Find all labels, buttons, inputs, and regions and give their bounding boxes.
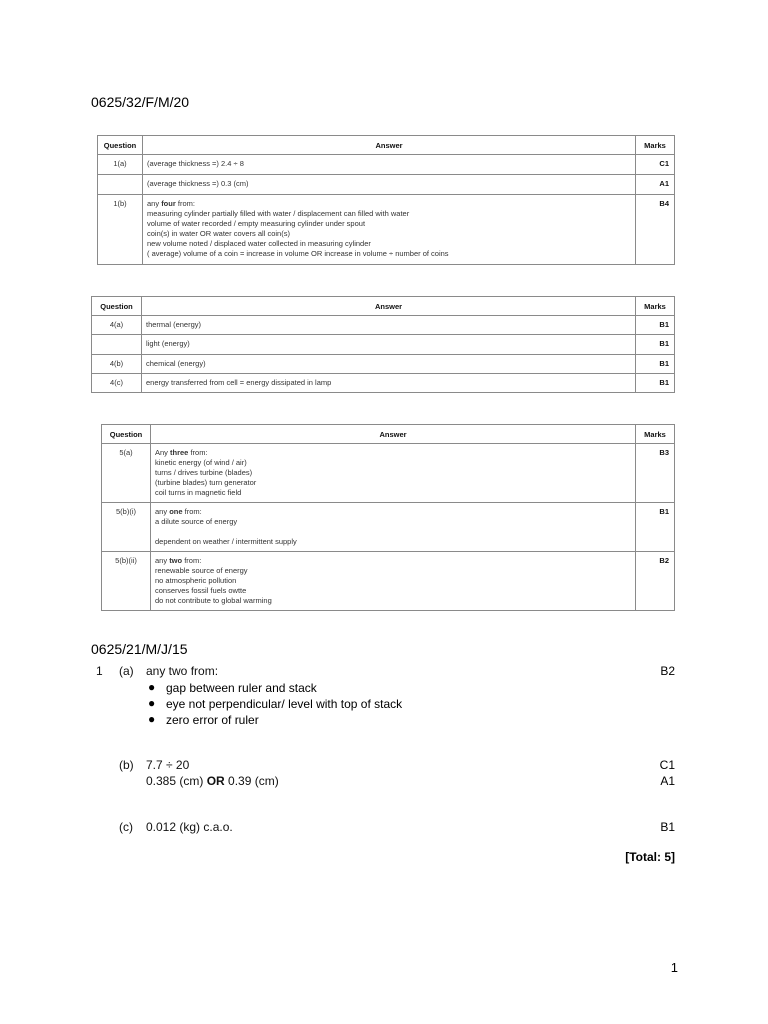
question-cell: 5(a) bbox=[102, 444, 151, 503]
part-a-mark: B2 bbox=[660, 664, 675, 678]
answer-cell bbox=[151, 503, 636, 552]
answer-line: light (energy) bbox=[146, 339, 190, 348]
answer-cell bbox=[142, 374, 636, 393]
answer-intro: Any three from: bbox=[155, 448, 208, 457]
table-row bbox=[98, 195, 675, 265]
answer-line: kinetic energy (of wind / air) bbox=[155, 458, 247, 467]
question-cell: 1(b) bbox=[98, 195, 143, 265]
answer-line: do not contribute to global warming bbox=[155, 596, 272, 605]
total-marks: [Total: 5] bbox=[625, 850, 675, 864]
part-b-mark-1: C1 bbox=[659, 758, 675, 772]
paper-code-1: 0625/32/F/M/20 bbox=[91, 94, 190, 110]
mark-cell: B1 bbox=[636, 503, 675, 552]
answer-intro: any one from: bbox=[155, 507, 202, 516]
bullet-icon: ● bbox=[148, 712, 156, 726]
mark-cell: A1 bbox=[636, 175, 675, 195]
answer-line: thermal (energy) bbox=[146, 320, 202, 329]
part-c-answer: 0.012 (kg) c.a.o. bbox=[146, 820, 233, 834]
answer-line: dependent on weather / intermittent supply bbox=[155, 537, 297, 546]
answer-line: ( average) volume of a coin = increase in volume OR increase in volume ÷ number of coins bbox=[147, 249, 449, 258]
part-a-intro: any two from: bbox=[146, 664, 219, 678]
mark-cell: B1 bbox=[636, 316, 675, 335]
answer-cell bbox=[142, 355, 636, 374]
answer-line: volume of water recorded / empty measuring cylinder under spout bbox=[147, 219, 366, 228]
answer-line: no atmospheric pollution bbox=[155, 576, 237, 585]
marks-header: Marks bbox=[636, 297, 675, 316]
answer-line: measuring cylinder partially filled with water / displacement can filled with water bbox=[147, 209, 410, 218]
answer-cell bbox=[143, 155, 636, 175]
part-c-label: (c) bbox=[119, 820, 133, 834]
table-row bbox=[102, 503, 675, 552]
paper-code-2: 0625/21/M/J/15 bbox=[91, 641, 188, 657]
mark-cell: B1 bbox=[636, 355, 675, 374]
answer-cell bbox=[151, 552, 636, 611]
question-header: Question bbox=[98, 136, 143, 155]
part-b-label: (b) bbox=[119, 758, 134, 772]
question-header: Question bbox=[102, 425, 151, 444]
bullet-item: ● gap between ruler and stack bbox=[148, 680, 317, 695]
question-cell: 4(c) bbox=[92, 374, 142, 393]
part-a-label: (a) bbox=[119, 664, 134, 678]
question-cell bbox=[92, 335, 142, 355]
answer-line: coin(s) in water OR water covers all coin(s) bbox=[147, 229, 290, 238]
mark-cell: B4 bbox=[636, 195, 675, 265]
part-b-working: 7.7 ÷ 20 bbox=[146, 758, 190, 772]
answer-cell bbox=[143, 175, 636, 195]
part-b-mark-2: A1 bbox=[660, 774, 675, 788]
answer-line: a dilute source of energy bbox=[155, 517, 238, 526]
question-header: Question bbox=[92, 297, 142, 316]
answer-line: coil turns in magnetic field bbox=[155, 488, 242, 497]
page-number: 1 bbox=[670, 960, 678, 975]
table-row bbox=[92, 316, 675, 335]
answer-cell bbox=[142, 316, 636, 335]
answer-header: Answer bbox=[143, 136, 636, 155]
bullet-icon: ● bbox=[148, 696, 156, 710]
answer-line: conserves fossil fuels owtte bbox=[155, 586, 247, 595]
answer-cell bbox=[151, 444, 636, 503]
table-row bbox=[92, 355, 675, 374]
answer-line: (average thickness =) 0.3 (cm) bbox=[147, 179, 249, 188]
answer-header: Answer bbox=[142, 297, 636, 316]
mark-cell: C1 bbox=[636, 155, 675, 175]
part-c-mark: B1 bbox=[660, 820, 675, 834]
answer-line: (average thickness =) 2.4 ÷ 8 bbox=[147, 159, 244, 168]
question-cell bbox=[98, 175, 143, 195]
mark-cell: B3 bbox=[636, 444, 675, 503]
question-number: 1 bbox=[96, 664, 103, 678]
answer-intro: any four from: bbox=[147, 199, 195, 208]
bullet-item: ● zero error of ruler bbox=[148, 712, 259, 727]
table-row bbox=[102, 444, 675, 503]
answer-line: chemical (energy) bbox=[146, 359, 206, 368]
table-row bbox=[98, 175, 675, 195]
mark-cell: B2 bbox=[636, 552, 675, 611]
table-row bbox=[92, 374, 675, 393]
mark-scheme-table-1 bbox=[97, 135, 675, 265]
answer-line: renewable source of energy bbox=[155, 566, 248, 575]
answer-cell bbox=[143, 195, 636, 265]
mark-scheme-table-2 bbox=[91, 296, 675, 393]
question-cell: 5(b)(ii) bbox=[102, 552, 151, 611]
bullet-icon: ● bbox=[148, 680, 156, 694]
answer-line: (turbine blades) turn generator bbox=[155, 478, 257, 487]
question-cell: 4(a) bbox=[92, 316, 142, 335]
question-cell: 1(a) bbox=[98, 155, 143, 175]
marks-header: Marks bbox=[636, 136, 675, 155]
answer-cell bbox=[142, 335, 636, 355]
marks-header: Marks bbox=[636, 425, 675, 444]
mark-cell: B1 bbox=[636, 335, 675, 355]
part-b-answer: 0.385 (cm) OR 0.39 (cm) bbox=[146, 774, 279, 788]
bullet-item: ● eye not perpendicular/ level with top of stack bbox=[148, 696, 403, 711]
answer-header: Answer bbox=[151, 425, 636, 444]
question-cell: 4(b) bbox=[92, 355, 142, 374]
answer-blank-line bbox=[155, 527, 631, 537]
question-cell: 5(b)(i) bbox=[102, 503, 151, 552]
answer-line: energy transferred from cell = energy dissipated in lamp bbox=[146, 378, 332, 387]
mark-cell: B1 bbox=[636, 374, 675, 393]
answer-intro: any two from: bbox=[155, 556, 202, 565]
answer-line: new volume noted / displaced water collected in measuring cylinder bbox=[147, 239, 371, 248]
table-row bbox=[98, 155, 675, 175]
table-row bbox=[102, 552, 675, 611]
answer-line: turns / drives turbine (blades) bbox=[155, 468, 253, 477]
mark-scheme-table-3 bbox=[101, 424, 675, 611]
table-row bbox=[92, 335, 675, 355]
